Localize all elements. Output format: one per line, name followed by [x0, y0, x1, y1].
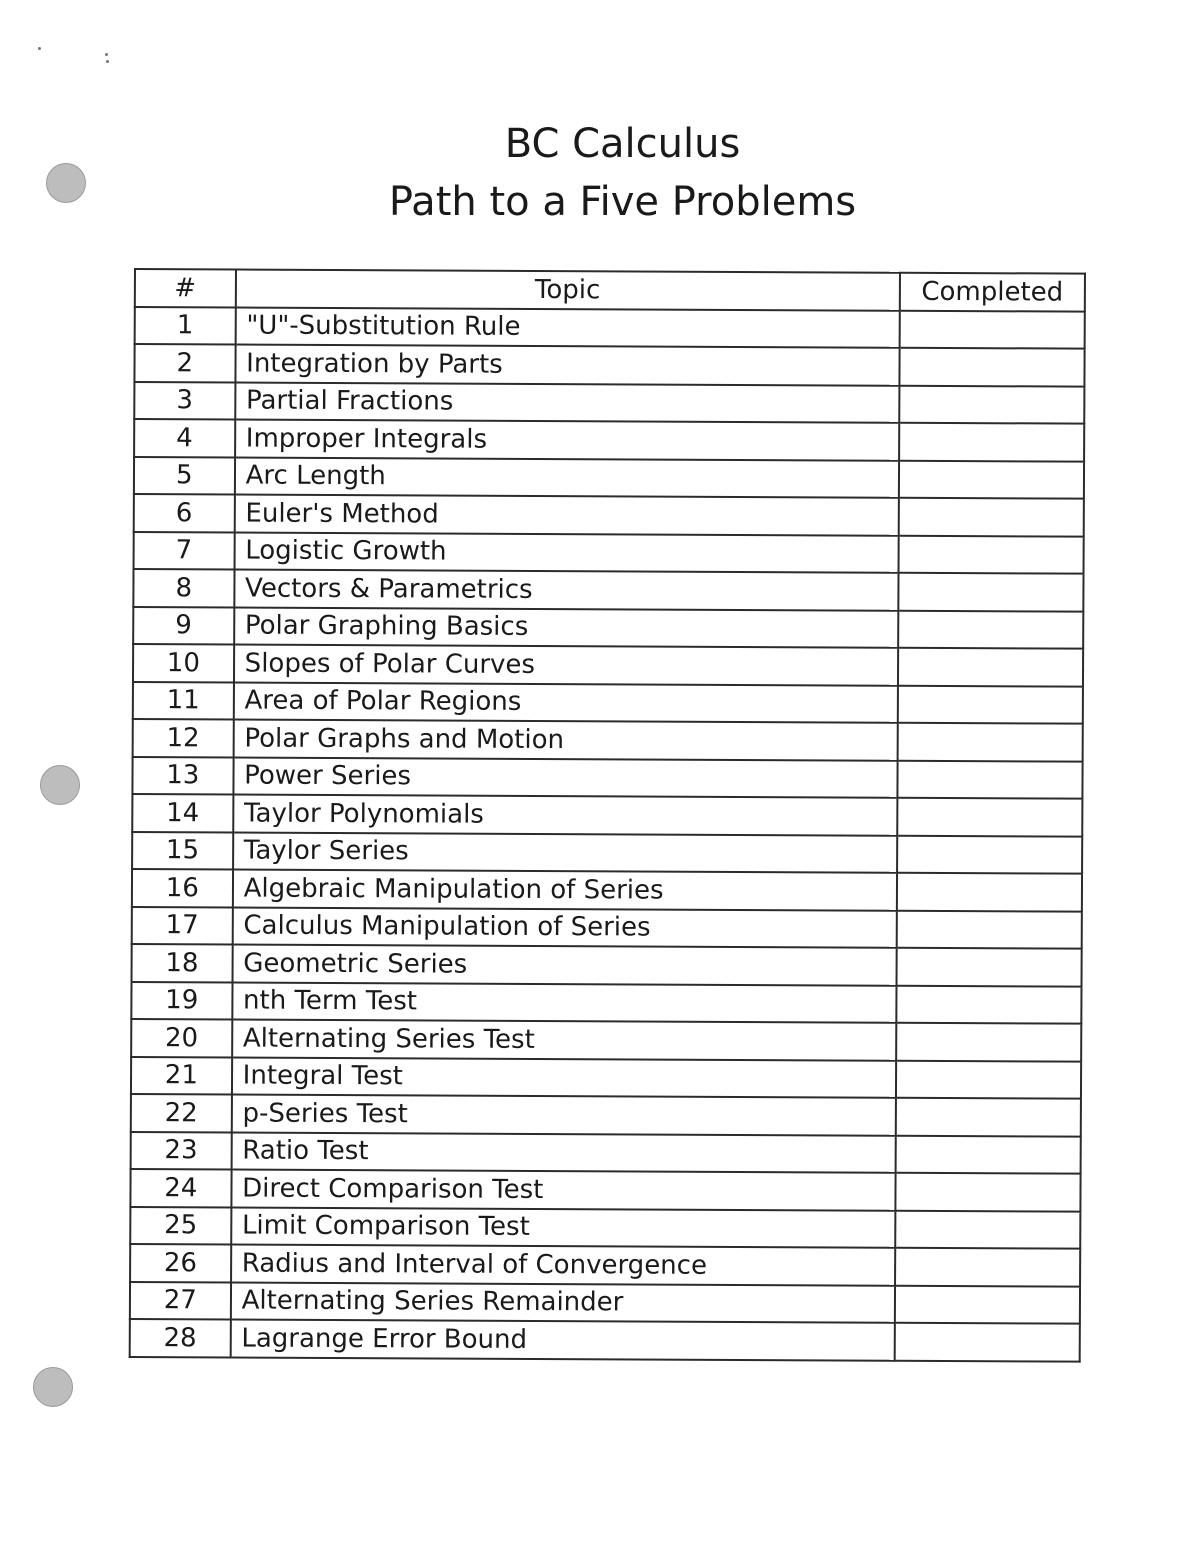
table-row	[133, 644, 1083, 686]
row-topic: Area of Polar Regions	[233, 682, 897, 723]
row-completed-cell[interactable]	[899, 385, 1084, 423]
row-topic: nth Term Test	[232, 982, 896, 1023]
row-completed-cell[interactable]	[897, 798, 1082, 836]
row-topic: Lagrange Error Bound	[230, 1319, 894, 1360]
table-row	[131, 1019, 1081, 1061]
row-topic: Taylor Polynomials	[233, 794, 897, 835]
punch-hole-bottom	[33, 1367, 73, 1407]
row-topic: Integration by Parts	[235, 344, 899, 385]
row-number: 13	[132, 756, 233, 794]
table-row	[133, 681, 1083, 723]
table-row	[130, 1169, 1080, 1211]
table-header-row	[135, 269, 1085, 311]
row-number: 14	[132, 794, 233, 832]
row-topic: Geometric Series	[232, 944, 896, 985]
table-row	[132, 756, 1082, 798]
row-number: 7	[134, 532, 235, 570]
row-topic: Alternating Series Test	[232, 1019, 896, 1060]
row-completed-cell[interactable]	[898, 535, 1083, 573]
row-completed-cell[interactable]	[899, 423, 1084, 461]
row-topic: Vectors & Parametrics	[234, 569, 898, 610]
document-subtitle: Path to a Five Problems	[388, 179, 857, 225]
row-topic: Euler's Method	[234, 494, 898, 535]
scan-speck	[105, 53, 108, 56]
table-row	[134, 344, 1084, 386]
row-number: 12	[133, 719, 234, 757]
row-topic: Slopes of Polar Curves	[234, 644, 898, 685]
row-topic: Calculus Manipulation of Series	[232, 907, 896, 948]
row-number: 3	[134, 382, 235, 420]
row-completed-cell[interactable]	[899, 348, 1084, 386]
row-completed-cell[interactable]	[898, 685, 1083, 723]
table-row	[130, 1206, 1080, 1248]
topics-table	[129, 268, 1086, 1362]
row-completed-cell[interactable]	[897, 835, 1082, 873]
table-row	[135, 307, 1085, 349]
row-completed-cell[interactable]	[896, 948, 1081, 986]
table-row	[131, 1094, 1081, 1136]
row-completed-cell[interactable]	[895, 1135, 1080, 1173]
row-completed-cell[interactable]	[896, 1060, 1081, 1098]
row-completed-cell[interactable]	[896, 1023, 1081, 1061]
row-number: 21	[131, 1056, 232, 1094]
table-row	[133, 607, 1083, 649]
row-topic: Power Series	[233, 757, 897, 798]
row-number: 17	[132, 906, 233, 944]
row-number: 10	[133, 644, 234, 682]
row-completed-cell[interactable]	[897, 910, 1082, 948]
row-completed-cell[interactable]	[895, 1173, 1080, 1211]
row-number: 2	[134, 344, 235, 382]
row-number: 22	[131, 1094, 232, 1132]
table-row	[133, 719, 1083, 761]
row-completed-cell[interactable]	[895, 1248, 1080, 1286]
row-number: 24	[130, 1169, 231, 1207]
table-body	[130, 307, 1085, 1362]
table-row	[132, 944, 1082, 986]
row-number: 8	[133, 569, 234, 607]
header-completed: Completed	[900, 273, 1085, 311]
table-row	[132, 906, 1082, 948]
table-row	[134, 419, 1084, 461]
row-number: 6	[134, 494, 235, 532]
row-number: 5	[134, 457, 235, 495]
table-row	[131, 1056, 1081, 1098]
row-topic: p-Series Test	[231, 1094, 895, 1135]
row-number: 20	[131, 1019, 232, 1057]
table-row	[132, 794, 1082, 836]
table-row	[131, 1131, 1081, 1173]
row-completed-cell[interactable]	[896, 985, 1081, 1023]
table-row	[132, 869, 1082, 911]
row-topic: Integral Test	[232, 1057, 896, 1098]
row-topic: Direct Comparison Test	[231, 1169, 895, 1210]
row-topic: Arc Length	[235, 457, 899, 498]
row-completed-cell[interactable]	[899, 310, 1084, 348]
row-topic: Alternating Series Remainder	[231, 1282, 895, 1323]
row-completed-cell[interactable]	[898, 648, 1083, 686]
row-number: 1	[135, 307, 236, 345]
table-row	[133, 569, 1083, 611]
row-completed-cell[interactable]	[896, 1098, 1081, 1136]
row-completed-cell[interactable]	[895, 1210, 1080, 1248]
row-number: 18	[132, 944, 233, 982]
row-topic: Partial Fractions	[235, 382, 899, 423]
row-number: 27	[130, 1281, 231, 1319]
table-row	[130, 1319, 1080, 1361]
row-completed-cell[interactable]	[898, 610, 1083, 648]
row-completed-cell[interactable]	[894, 1323, 1079, 1361]
document-title: BC Calculus	[504, 121, 741, 167]
row-topic: Polar Graphing Basics	[234, 607, 898, 648]
row-completed-cell[interactable]	[899, 498, 1084, 536]
table-row	[130, 1281, 1080, 1323]
row-number: 9	[133, 607, 234, 645]
table-row	[134, 494, 1084, 536]
row-topic: Algebraic Manipulation of Series	[233, 869, 897, 910]
header-number: #	[135, 269, 236, 307]
row-completed-cell[interactable]	[897, 873, 1082, 911]
table-row	[134, 382, 1084, 424]
row-number: 16	[132, 869, 233, 907]
row-topic: Radius and Interval of Convergence	[231, 1244, 895, 1285]
header-topic: Topic	[235, 269, 899, 310]
row-number: 25	[130, 1206, 231, 1244]
row-topic: Polar Graphs and Motion	[233, 719, 897, 760]
row-completed-cell[interactable]	[897, 760, 1082, 798]
row-completed-cell[interactable]	[895, 1285, 1080, 1323]
row-number: 19	[131, 981, 232, 1019]
row-completed-cell[interactable]	[897, 723, 1082, 761]
row-topic: Taylor Series	[233, 832, 897, 873]
punch-hole-middle	[40, 765, 80, 805]
row-completed-cell[interactable]	[899, 460, 1084, 498]
scan-speck	[106, 60, 109, 63]
table-row	[130, 1244, 1080, 1286]
row-number: 28	[130, 1319, 231, 1357]
row-topic: "U"-Substitution Rule	[235, 307, 899, 348]
row-number: 23	[131, 1131, 232, 1169]
row-number: 11	[133, 681, 234, 719]
row-number: 4	[134, 419, 235, 457]
row-number: 26	[130, 1244, 231, 1282]
row-topic: Ratio Test	[231, 1132, 895, 1173]
table-row	[134, 532, 1084, 574]
table-row	[134, 457, 1084, 499]
row-topic: Limit Comparison Test	[231, 1207, 895, 1248]
scan-speck	[38, 47, 41, 50]
row-completed-cell[interactable]	[898, 573, 1083, 611]
row-topic: Improper Integrals	[235, 419, 899, 460]
row-number: 15	[132, 831, 233, 869]
table-row	[132, 831, 1082, 873]
table-row	[131, 981, 1081, 1023]
row-topic: Logistic Growth	[234, 532, 898, 573]
